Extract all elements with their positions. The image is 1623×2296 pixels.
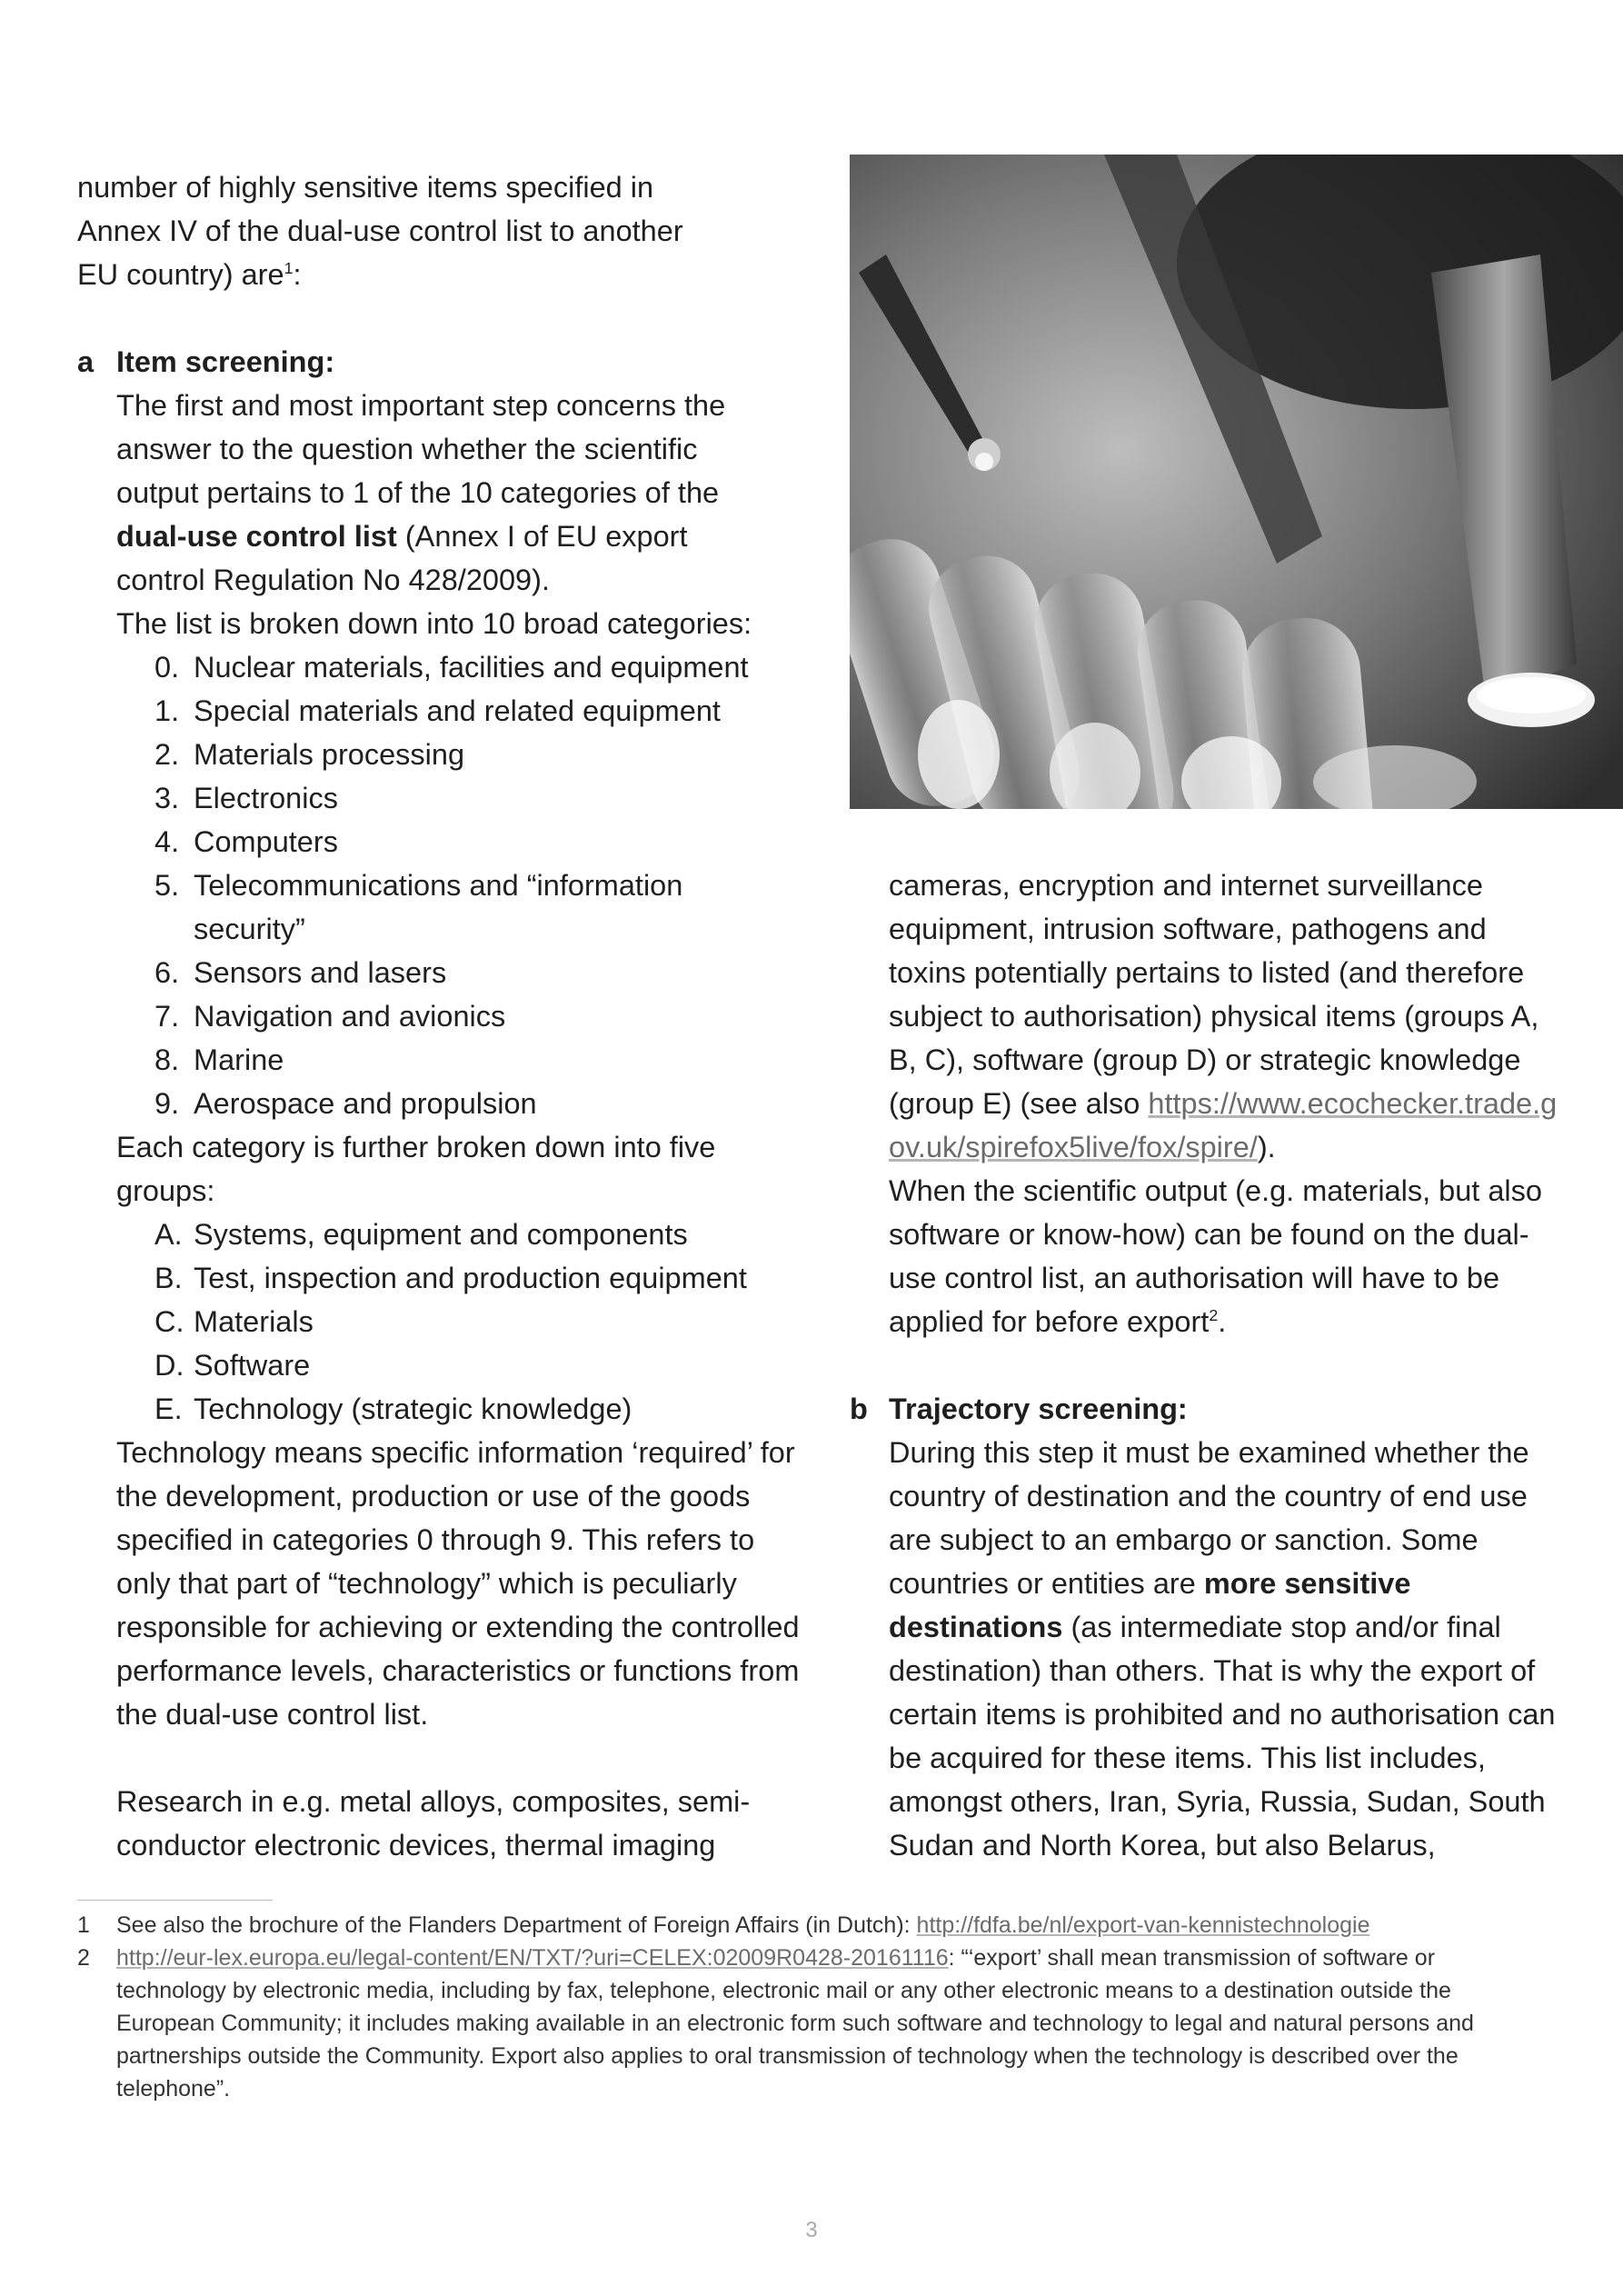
item-b-paragraph (850, 1431, 1558, 1867)
list-letter: C. (154, 1305, 184, 1338)
list-item (77, 1038, 804, 1082)
list-item (77, 1082, 804, 1125)
list-item (77, 1343, 804, 1387)
footnote-number: 1 (77, 1912, 90, 1938)
list-item (77, 645, 804, 689)
list-number: 8. (154, 1043, 180, 1076)
when-text: When the scientific output (e.g. materials, but also software or know-how) can be found on the dual-use control list, an authorisation will have to be applied for before export (889, 1174, 1542, 1338)
intro-paragraph (77, 165, 804, 296)
footnote-divider (77, 1900, 273, 1901)
list-item (77, 776, 804, 820)
footnotes (77, 1909, 1540, 2105)
spacer (77, 1736, 804, 1780)
list-number: 9. (154, 1087, 180, 1120)
spacer (77, 296, 804, 340)
item-b-heading (850, 1387, 1558, 1431)
list-number: 4. (154, 825, 180, 858)
item-a-title: Item screening: (116, 345, 335, 378)
groups-intro: Each category is further broken down into five groups: (116, 1131, 716, 1207)
list-label: Materials (194, 1305, 314, 1338)
left-column (77, 165, 804, 1867)
right-column (850, 863, 1558, 1867)
when-end: . (1218, 1305, 1227, 1338)
list-item (77, 820, 804, 863)
item-b-letter: b (850, 1393, 868, 1425)
footnote-1 (77, 1909, 1540, 1942)
footnote-after: : “‘export’ shall mean transmission of software or technology by electronic media, including by fax, telephone, electronic mail or any other electronic means to a destination outside the European Community; it includes making available in an electronic form such software and technology to legal and natural persons and partnerships outside the Community. Export also applies to oral transmission of technology when the technology is described over the telephone”. (116, 1945, 1474, 2101)
categories-intro: The list is broken down into 10 broad categories: (116, 607, 752, 640)
list-label: Materials processing (194, 738, 465, 771)
list-letter: A. (154, 1218, 183, 1251)
list-number: 7. (154, 1000, 180, 1033)
list-number: 6. (154, 956, 180, 989)
item-a-letter: a (77, 345, 95, 378)
spacer (850, 1343, 1558, 1387)
technology-paragraph: Technology means specific information ‘required’ for the development, production or use of the goods specified in categories 0 through 9. This refers to only that part of “technology” which is peculiarly responsible for achieving or extending the controlled performance levels, characteristics or functions from the dual-use control list. (116, 1436, 800, 1731)
list-item (77, 951, 804, 994)
item-b-text-end: (as intermediate stop and/or final destination) than others. That is why the export of certain items is prohibited and no authorisation can be acquired for these items. This list includes, amongst others, Iran, Syria, Russia, Sudan, South Sudan and North Korea, but also Belarus, (889, 1611, 1556, 1862)
item-b-bold-term: more sensitive destinations (889, 1567, 1411, 1643)
list-letter: E. (154, 1393, 183, 1425)
list-label: Special materials and related equipment (194, 694, 721, 727)
list-item (77, 689, 804, 733)
item-a-paragraph (77, 384, 752, 602)
footnote-ref-1[interactable]: 1 (284, 259, 294, 278)
footnote-2 (77, 1942, 1540, 2105)
list-label: Test, inspection and production equipment (194, 1262, 747, 1294)
research-end-text: ). (1257, 1131, 1276, 1163)
intro-line-3: EU country) are (77, 258, 284, 291)
list-item (77, 1300, 804, 1343)
research-cont-text: cameras, encryption and internet surveillance equipment, intrusion software, pathogens and toxins potentially pertains to listed (and therefore subject to authorisation) physical items (groups A, B, C), software (group D) or strategic knowledge (group E) (see also (889, 869, 1539, 1120)
list-label: Telecommunications and “information security” (194, 869, 683, 945)
lab-photo (850, 155, 1623, 809)
eur-lex-link[interactable]: http://eur-lex.europa.eu/legal-content/EN/TXT/?uri=CELEX:02009R0428-20161116 (116, 1945, 949, 1971)
list-number: 1. (154, 694, 180, 727)
page-number: 3 (805, 2218, 818, 2242)
fdfa-link[interactable]: http://fdfa.be/nl/export-van-kennistechnologie (916, 1912, 1370, 1938)
list-number: 3. (154, 782, 180, 814)
list-letter: B. (154, 1262, 183, 1294)
intro-line-2: Annex IV of the dual-use control list to another (77, 215, 683, 247)
list-item (77, 1213, 804, 1256)
list-item (77, 733, 804, 776)
list-label: Marine (194, 1043, 284, 1076)
list-label: Sensors and lasers (194, 956, 447, 989)
item-a-heading (77, 340, 804, 384)
research-paragraph: Research in e.g. metal alloys, composites, semi-conductor electronic devices, thermal imaging (116, 1785, 751, 1862)
item-a-text-end: (Annex I of EU export control Regulation No 428/2009). (116, 520, 688, 596)
list-label: Technology (strategic knowledge) (194, 1393, 632, 1425)
intro-line-3-end: : (293, 258, 302, 291)
list-item (77, 1387, 804, 1431)
research-continued-paragraph (850, 863, 1558, 1169)
laboratory-test-tubes-microscope-photo-icon (850, 155, 1623, 809)
categories-list (77, 645, 804, 1125)
list-number: 2. (154, 738, 180, 771)
item-a-text: The first and most important step concerns the answer to the question whether the scientific output pertains to 1 of the 10 categories of the (116, 389, 726, 509)
groups-list (77, 1213, 804, 1431)
item-b-text: During this step it must be examined whether the country of destination and the country of end use are subject to an embargo or sanction. Some countries or entities are (889, 1436, 1529, 1600)
list-label: Systems, equipment and components (194, 1218, 688, 1251)
footnote-number: 2 (77, 1945, 90, 1971)
list-label: Nuclear materials, facilities and equipment (194, 651, 749, 684)
list-letter: D. (154, 1349, 184, 1382)
footnote-text: See also the brochure of the Flanders Department of Foreign Affairs (in Dutch): (116, 1912, 917, 1938)
list-label: Aerospace and propulsion (194, 1087, 537, 1120)
list-item (77, 1256, 804, 1300)
intro-line-1: number of highly sensitive items specified in (77, 171, 654, 204)
list-label: Electronics (194, 782, 338, 814)
when-paragraph (850, 1169, 1558, 1343)
list-label: Computers (194, 825, 338, 858)
list-item (77, 994, 804, 1038)
list-number: 5. (154, 869, 180, 902)
list-label: Navigation and avionics (194, 1000, 506, 1033)
ecochecker-link[interactable]: https://www.ecochecker.trade.gov.uk/spirefox5live/fox/spire/ (889, 1087, 1558, 1163)
item-a-bold-term: dual-use control list (116, 520, 397, 553)
list-number: 0. (154, 651, 180, 684)
footnote-ref-2[interactable]: 2 (1209, 1306, 1219, 1325)
list-item (77, 863, 784, 951)
list-label: Software (194, 1349, 311, 1382)
item-b-title: Trajectory screening: (889, 1393, 1188, 1425)
